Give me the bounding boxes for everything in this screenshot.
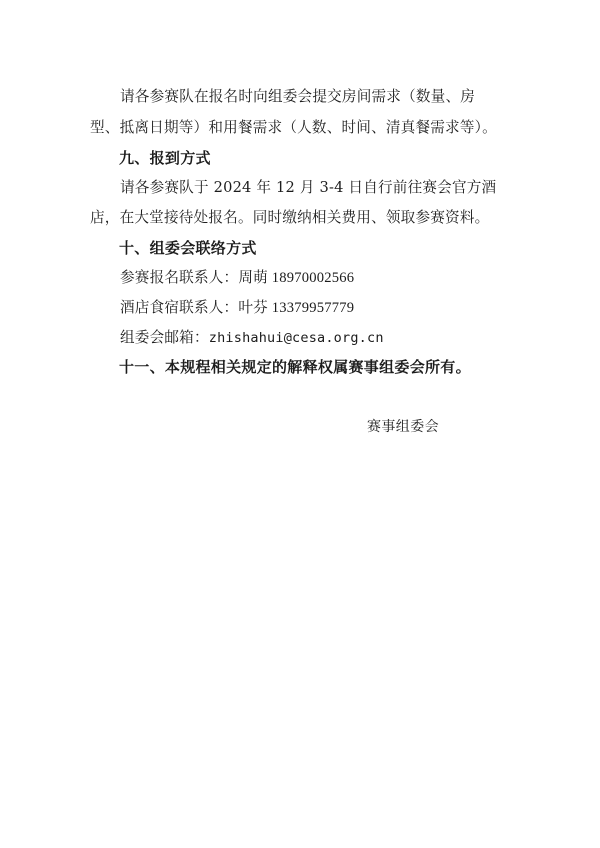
- registration-paragraph-line-1: 请各参赛队于 2024 年 12 月 3-4 日自行前往赛会官方酒: [120, 179, 497, 196]
- hotel-contact-label: 酒店食宿联系人：: [120, 299, 239, 316]
- registration-heading: 九、报到方式: [119, 149, 211, 167]
- accommodation-paragraph-line-2: 型、抵离日期等）和用餐需求（人数、时间、清真餐需求等）。: [90, 119, 497, 136]
- registration-contact: [120, 268, 354, 288]
- contacts-heading: 十、组委会联络方式: [119, 239, 257, 257]
- accommodation-paragraph-line-1: 请各参赛队在报名时向组委会提交房间需求（数量、房: [120, 88, 476, 105]
- registration-contact-value: 周萌 18970002566: [238, 270, 355, 286]
- email-contact: [120, 328, 384, 348]
- email-contact-value[interactable]: zhishahui@cesa.org.cn: [208, 330, 384, 346]
- hotel-contact-value: 叶芬 13379957779: [238, 300, 355, 316]
- registration-paragraph-line-2: 店，在大堂接待处报名。同时缴纳相关费用、领取参赛资料。: [90, 209, 490, 226]
- registration-contact-label: 参赛报名联系人：: [120, 269, 239, 286]
- signature: 赛事组委会: [367, 419, 439, 435]
- interpretation-heading: 十一、本规程相关规定的解释权属赛事组委会所有。: [119, 358, 471, 376]
- email-contact-label: 组委会邮箱：: [120, 329, 209, 346]
- hotel-contact: [120, 298, 354, 318]
